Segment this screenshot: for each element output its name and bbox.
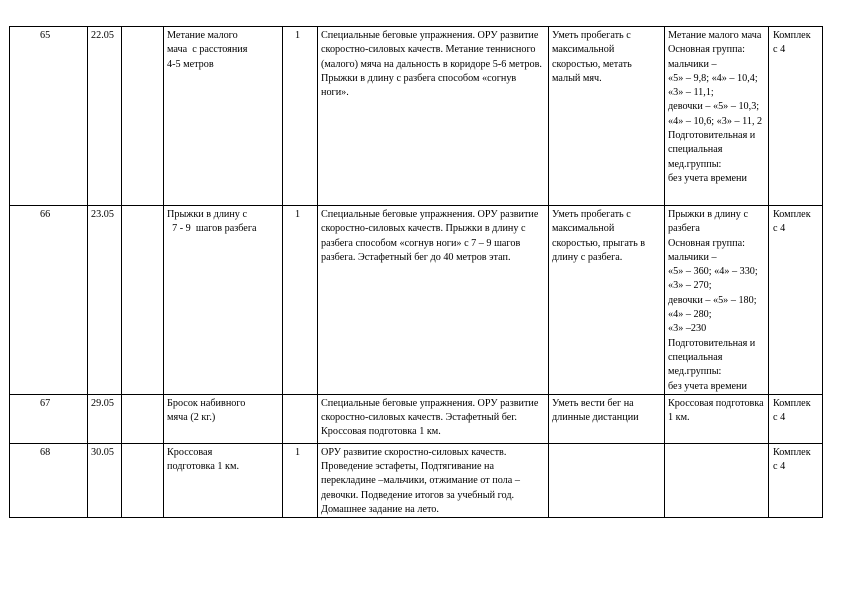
lesson-content: ОРУ развитие скоростно-силовых качеств. Проведение эстафеты, Подтягивание на перекладине –мальчики, отжимание от пола – девочки. Подведение итогов за учебный год. Домашнее задание на лето. bbox=[318, 443, 549, 517]
lesson-norms: Кроссовая подготовка 1 км. bbox=[665, 394, 769, 443]
lesson-extra bbox=[122, 443, 164, 517]
lesson-date: 22.05 bbox=[88, 27, 122, 206]
lesson-skills: Уметь пробегать с максимальной скоростью, прыгать в длину с разбега. bbox=[549, 206, 665, 395]
lesson-topic: Прыжки в длину с 7 - 9 шагов разбега bbox=[164, 206, 283, 395]
lesson-content: Специальные беговые упражнения. ОРУ развитие скоростно-силовых качеств. Эстафетный бег. Кроссовая подготовка 1 км. bbox=[318, 394, 549, 443]
lesson-skills: Уметь вести бег на длинные дистанции bbox=[549, 394, 665, 443]
lesson-homework: Комплек с 4 bbox=[769, 206, 823, 395]
lesson-number: 68 bbox=[10, 443, 88, 517]
lesson-number: 67 bbox=[10, 394, 88, 443]
lesson-content: Специальные беговые упражнения. ОРУ развитие скоростно-силовых качеств. Метание теннисного (малого) мяча на дальность в коридоре 5-6 метров. Прыжки в длину с разбега способом «согнув ноги». bbox=[318, 27, 549, 206]
lesson-hours: 1 bbox=[283, 27, 318, 206]
lesson-number: 65 bbox=[10, 27, 88, 206]
table-row bbox=[10, 206, 823, 395]
lesson-date: 29.05 bbox=[88, 394, 122, 443]
lesson-norms bbox=[665, 443, 769, 517]
lesson-plan-table bbox=[9, 26, 823, 518]
table-row bbox=[10, 394, 823, 443]
lesson-number: 66 bbox=[10, 206, 88, 395]
table-row bbox=[10, 443, 823, 517]
lesson-topic: Кроссовая подготовка 1 км. bbox=[164, 443, 283, 517]
lesson-hours: 1 bbox=[283, 443, 318, 517]
lesson-hours bbox=[283, 394, 318, 443]
lesson-homework: Комплек с 4 bbox=[769, 443, 823, 517]
lesson-homework: Комплек с 4 bbox=[769, 394, 823, 443]
table-row bbox=[10, 27, 823, 206]
lesson-norms: Метание малого мача Основная группа: мальчики – «5» – 9,8; «4» – 10,4; «3» – 11,1; девочки – «5» – 10,3; «4» – 10,6; «3» – 11, 2 Подготовительная и специальная мед.группы: без учета времени bbox=[665, 27, 769, 206]
lesson-content: Специальные беговые упражнения. ОРУ развитие скоростно-силовых качеств. Прыжки в длину с разбега способом «согнув ноги» с 7 – 9 шагов разбега. Эстафетный бег до 40 метров этап. bbox=[318, 206, 549, 395]
lesson-topic: Бросок набивного мяча (2 кг.) bbox=[164, 394, 283, 443]
lesson-extra bbox=[122, 206, 164, 395]
lesson-norms: Прыжки в длину с разбега Основная группа: мальчики – «5» – 360; «4» – 330; «3» – 270; девочки – «5» – 180; «4» – 280; «3» –230 Подготовительная и специальная мед.группы: без учета времени bbox=[665, 206, 769, 395]
lesson-hours: 1 bbox=[283, 206, 318, 395]
lesson-skills bbox=[549, 443, 665, 517]
lesson-date: 23.05 bbox=[88, 206, 122, 395]
lesson-extra bbox=[122, 394, 164, 443]
lesson-skills: Уметь пробегать с максимальной скоростью, метать малый мяч. bbox=[549, 27, 665, 206]
lesson-topic: Метание малого мача с расстояния 4-5 метров bbox=[164, 27, 283, 206]
lesson-date: 30.05 bbox=[88, 443, 122, 517]
lesson-homework: Комплек с 4 bbox=[769, 27, 823, 206]
lesson-extra bbox=[122, 27, 164, 206]
